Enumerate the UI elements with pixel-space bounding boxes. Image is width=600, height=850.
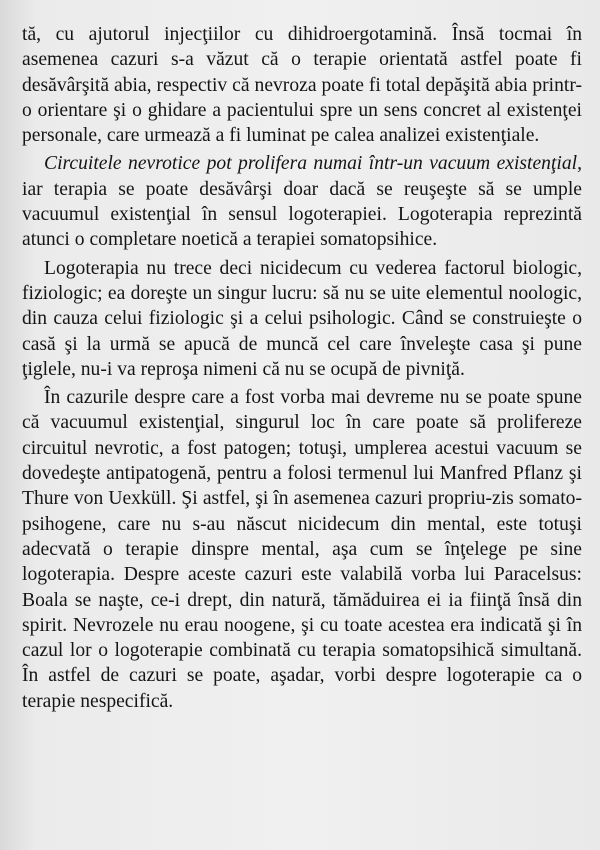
paragraph-2-italic: Circuitele nevrotice pot prolifera numai într-un vacuum existenţial, — [44, 153, 582, 175]
paragraph-3: Logoterapia nu trece deci nicidecum cu vederea factorul biologic, fiziologic; ea doreşte un singur lucru: să nu se uite elementul noologic, din cauza celui fiziologic şi a celui psihologic. Când se construieşte o casă şi la urmă se apucă de muncă cel care înveleşte casa şi pune ţiglele, nu-i va reproşa nimeni că nu se ocupă de pivniţă. — [22, 257, 582, 380]
paragraph-2 — [22, 151, 582, 252]
paragraph-1: tă, cu ajutorul injecţiilor cu dihidroergotamină. Însă tocmai în asemenea cazuri s-a văzut că o terapie orientată astfel poate fi desăvârşită abia, respectiv că nevroza poate fi total depăşită abia printr-o orientare şi o ghidare a pacientului spre un sens concret al existenţei personale, care urmează a fi luminat pe calea analizei existenţiale. — [22, 24, 582, 147]
paragraph-4: În cazurile despre care a fost vorba mai devreme nu se poate spune că vacuumul existenţial, singurul loc în care poate să prolifereze circuitul nevrotic, a fost patogen; totuşi, umplerea acestui vacuum se dovedeşte antipatogenă, pentru a folosi termenul lui Manfred Pflanz şi Thure von Uexküll. Şi astfel, şi în asemenea cazuri propriu-zis somato-psihogene, care nu s-au născut nicidecum din mental, este totuşi adecvată o terapie dinspre mental, aşa cum se înţelege pe sine logoterapia. Despre aceste cazuri este valabilă vorba lui Paracelsus: Boala se naşte, ce-i drept, din natură, tămăduirea ei ia fiinţă însă din spirit. Nevrozele nu erau noogene, şi cu toate acestea era indicată şi în cazul lor o logoterapie combinată cu terapia somatopsihică simultană. În astfel de cazuri se poate, aşadar, vorbi despre logoterapie ca o terapie nespecifică. — [22, 387, 582, 712]
page-body-text — [22, 22, 582, 714]
paragraph-2-rest: iar terapia se poate desăvârşi doar dacă se reuşeşte să se umple vacuumul existenţial în sensul logoterapiei. Logoterapia reprezintă atunci o completare noetică a terapiei somatopsihice. — [22, 178, 582, 251]
